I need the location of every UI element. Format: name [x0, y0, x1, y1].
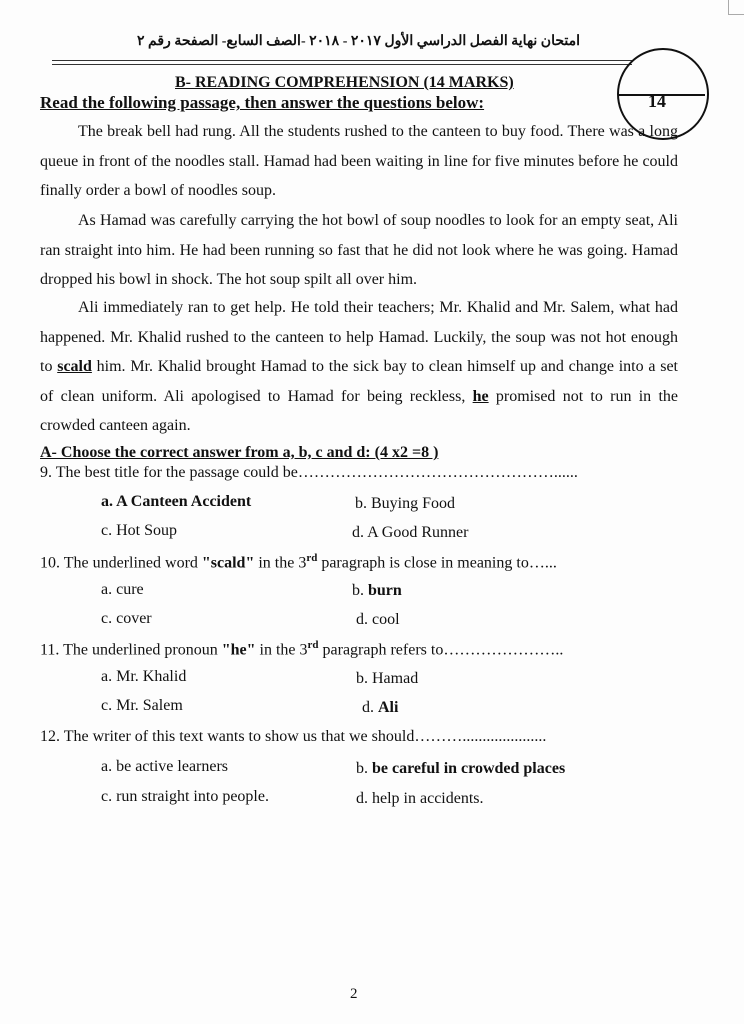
question-text: 11. The underlined pronoun	[40, 641, 222, 659]
option-text	[356, 760, 565, 777]
option-answer: be careful in crowded places	[372, 760, 566, 777]
passage-text: him. Mr. Khalid brought Hamad to the sick bay to clean himself up and change into a set of clean uniform. Ali apologised to Hamad for being reckless,	[40, 358, 678, 405]
question-text: paragraph refers to…………………..	[318, 641, 564, 659]
question-text: paragraph is close in meaning to…...	[317, 554, 557, 572]
exam-header-arabic: امتحان نهاية الفصل الدراسي الأول ٢٠١٧ - ٢٠١٨ -الصف السابع- الصفحة رقم ٢	[137, 34, 580, 49]
question-keyword: "he"	[221, 641, 256, 659]
question-10-option-d: d. cool	[356, 611, 400, 628]
passage-text: Ali immediately ran to get help. He told their teachers; Mr. Khalid and Mr. Salem, what had happened. Mr. Khalid rushed to the canteen to help Hamad. Luckily, the soup was not hot enough to	[40, 299, 678, 375]
question-10-option-a: a. cure	[101, 581, 144, 598]
option-answer: Ali	[378, 699, 399, 716]
option-letter: d.	[362, 699, 378, 716]
page-corner-mark	[728, 0, 744, 15]
option-letter: b.	[352, 582, 368, 599]
ordinal-suffix: rd	[306, 552, 318, 564]
question-12-option-a: a. be active learners	[101, 758, 229, 775]
question-text: in the 3	[255, 641, 308, 659]
question-9: 9. The best title for the passage could be…………………………………………......	[40, 464, 578, 481]
question-11-option-c: c. Mr. Salem	[101, 697, 183, 714]
question-text: 10. The underlined word	[40, 554, 202, 572]
underlined-word-he: he	[472, 387, 489, 405]
question-12-option-d: d. help in accidents.	[356, 790, 484, 807]
question-10-option-b	[352, 582, 402, 600]
question-10	[40, 552, 557, 572]
passage-text: promised not to run in the crowded canteen again.	[40, 387, 678, 434]
question-10-option-c: c. cover	[101, 610, 152, 627]
passage-paragraph-3	[40, 293, 678, 441]
question-11	[40, 639, 563, 659]
part-a-heading: A- Choose the correct answer from a, b, c and d: (4 x2 =8 )	[40, 444, 439, 461]
question-11-option-b: b. Hamad	[356, 670, 419, 687]
question-12: 12. The writer of this text wants to show us that we should……….....................	[40, 728, 547, 745]
question-keyword: "scald"	[201, 554, 255, 572]
section-title: B- READING COMPREHENSION (14 MARKS)	[175, 74, 514, 91]
passage-paragraph-1: The break bell had rung. All the students rushed to the canteen to buy food. There was a long queue in front of the noodles stall. Hamad had been waiting in line for five minutes before he could finally order a bowl of noodles soup.	[40, 123, 678, 199]
question-12-option-b	[356, 760, 565, 778]
score-value: 14	[648, 91, 666, 111]
header-rule	[52, 60, 632, 61]
header-rule-2	[52, 64, 632, 65]
question-12-option-c: c. run straight into people.	[101, 788, 269, 805]
question-9-option-d: d. A Good Runner	[352, 524, 469, 541]
question-11-option-d	[362, 699, 398, 717]
question-text: in the 3	[254, 554, 307, 572]
underlined-word-scald: scald	[57, 358, 92, 375]
page-number: 2	[350, 986, 358, 1002]
question-9-option-b: b. Buying Food	[355, 495, 456, 512]
option-text	[362, 699, 398, 716]
option-text	[352, 582, 402, 599]
option-answer: burn	[368, 582, 402, 599]
instruction: Read the following passage, then answer the questions below:	[40, 93, 485, 112]
question-11-option-a: a. Mr. Khalid	[101, 668, 187, 685]
option-letter: b.	[356, 760, 372, 777]
question-9-option-c: c. Hot Soup	[101, 522, 177, 539]
ordinal-suffix: rd	[307, 639, 319, 651]
passage-paragraph-2: As Hamad was carefully carrying the hot bowl of soup noodles to look for an empty seat, Ali ran straight into him. He had been running so fast that he did not look where he was going. Hamad dropped his bowl in shock. The hot soup spilt all over him.	[40, 212, 678, 288]
question-9-option-a: a. A Canteen Accident	[101, 493, 252, 510]
